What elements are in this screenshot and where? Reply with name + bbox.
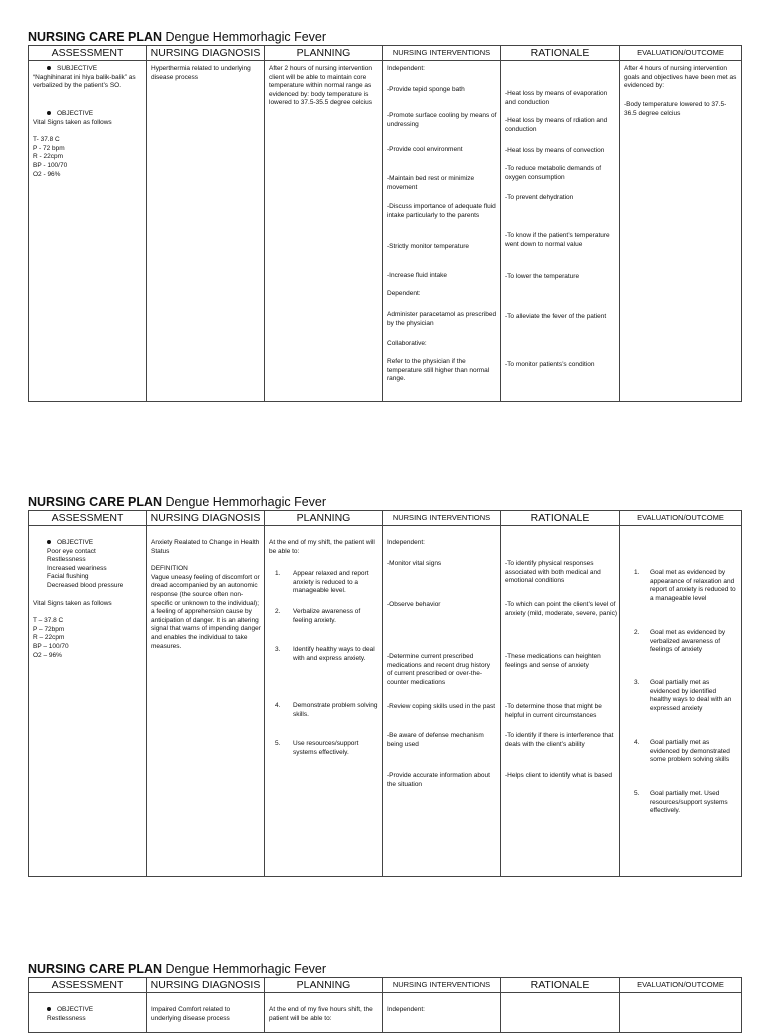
header-row — [29, 978, 742, 993]
evaluation-cell — [620, 61, 742, 402]
header-rationale: RATIONALE — [501, 46, 620, 61]
vitals-title: Vital Signs taken as follows — [33, 599, 112, 607]
subjective-label: SUBJECTIVE — [57, 65, 98, 72]
planning-cell — [265, 61, 383, 402]
header-evaluation: EVALUATION/OUTCOME — [620, 46, 742, 61]
plan-title-condition: Dengue Hemmorhagic Fever — [165, 495, 327, 509]
intervention-item: Independent: — [387, 1006, 425, 1013]
diagnosis-cell — [147, 526, 265, 877]
objective-item: Restlessness — [47, 556, 86, 564]
rationale-cell — [501, 526, 620, 877]
vital-item: BP – 100/70 — [33, 642, 69, 650]
objective-label: OBJECTIVE — [57, 110, 94, 117]
vital-item: T- 37.8 C — [33, 136, 60, 144]
intervention-item: Collaborative: — [387, 340, 427, 347]
objective-item: Facial flushing — [47, 573, 89, 581]
diagnosis-text: Anxiety Realated to Change in Health Status — [151, 539, 260, 555]
planning-goal: 5. Use resources/support systems effectively. — [275, 740, 359, 756]
intervention-item: -Discuss importance of adequate fluid intake particularly to the parents — [387, 203, 496, 219]
content-row — [29, 993, 742, 1033]
care-plan-3 — [28, 961, 741, 1033]
intervention-item: Dependent: — [387, 290, 421, 297]
planning-goal: 2. Verbalize awareness of feeling anxiety. — [275, 608, 361, 624]
bullet-icon — [47, 1007, 51, 1011]
evaluation-goal: 1. Goal met as evidenced by appearance of relaxation and report of anxiety is reduced to a manageable level — [634, 569, 736, 602]
care-plan-table — [28, 977, 742, 1033]
intervention-item: Refer to the physician if the temperature still higher than normal range. — [387, 358, 490, 383]
header-assessment: ASSESSMENT — [29, 46, 147, 61]
diagnosis-text: Impaired Comfort related to underlying disease process — [151, 1006, 231, 1022]
intervention-item: -Provide accurate information about the situation — [387, 772, 490, 788]
vital-item: R - 22cpm — [33, 153, 63, 161]
planning-goal: 3. Identify healthy ways to deal with and express anxiety. — [275, 646, 375, 662]
rationale-item: -To alleviate the fever of the patient — [505, 313, 607, 320]
intervention-item: -Review coping skills used in the past — [387, 703, 496, 710]
plan-title — [28, 29, 741, 45]
bullet-icon — [47, 540, 51, 544]
content-row — [29, 526, 742, 877]
rationale-item: -To determine those that might be helpful in current circumstances — [505, 703, 602, 719]
care-plan-2 — [28, 494, 741, 877]
evaluation-item: After 4 hours of nursing intervention goals and objectives have been met as evidenced by: — [624, 65, 737, 90]
rationale-item: -These medications can heighten feelings and sense of anxiety — [505, 653, 601, 669]
diagnosis-text: Hyperthermia related to underlying disease process — [151, 65, 251, 81]
objective-heading — [33, 110, 143, 119]
planning-goal: 4. Demonstrate problem solving skills. — [275, 702, 378, 718]
intervention-item: -Monitor vital signs — [387, 560, 442, 567]
evaluation-cell — [620, 993, 742, 1033]
plan-title — [28, 494, 741, 510]
header-evaluation: EVALUATION/OUTCOME — [620, 978, 742, 993]
header-planning: PLANNING — [265, 46, 383, 61]
vital-item: P – 72bpm — [33, 625, 65, 633]
header-evaluation: EVALUATION/OUTCOME — [620, 511, 742, 526]
vital-item: O2 - 96% — [33, 170, 61, 178]
intervention-item: -Maintain bed rest or minimize movement — [387, 175, 475, 191]
rationale-item: -Heat loss by means of convection — [505, 147, 605, 154]
objective-label: OBJECTIVE — [57, 1006, 94, 1013]
intervention-item: Independent: — [387, 65, 425, 72]
vitals-title: Vital Signs taken as follows — [33, 118, 112, 126]
intervention-item: -Determine current prescribed medications and recent drug history of current prescribed or over-the-counter medications — [387, 653, 490, 686]
care-plan-table — [28, 45, 742, 402]
rationale-item: -To know if the patient’s temperature went down to normal value — [505, 232, 610, 248]
assessment-cell — [29, 61, 147, 402]
rationale-item: -To identify physical responses associated with both medical and emotional conditions — [505, 560, 601, 585]
plan-title — [28, 961, 741, 977]
vital-item: BP - 100/70 — [33, 161, 68, 169]
content-row — [29, 61, 742, 402]
header-assessment: ASSESSMENT — [29, 511, 147, 526]
vital-item: T – 37.8 C — [33, 617, 64, 625]
objective-item: Restlessness — [47, 1014, 86, 1022]
interventions-cell — [383, 61, 501, 402]
header-diagnosis: NURSING DIAGNOSIS — [147, 978, 265, 993]
evaluation-item: -Body temperature lowered to 37.5-36.5 degree celcius — [624, 101, 727, 117]
header-diagnosis: NURSING DIAGNOSIS — [147, 46, 265, 61]
objective-label: OBJECTIVE — [57, 539, 94, 546]
header-row — [29, 46, 742, 61]
definition-label: DEFINITION — [151, 565, 188, 573]
intervention-item: -Observe behavior — [387, 601, 441, 608]
header-rationale: RATIONALE — [501, 511, 620, 526]
care-plan-1 — [28, 29, 741, 402]
rationale-item: -To lower the temperature — [505, 273, 580, 280]
header-row — [29, 511, 742, 526]
assessment-cell — [29, 993, 147, 1033]
header-diagnosis: NURSING DIAGNOSIS — [147, 511, 265, 526]
header-interventions: NURSING INTERVENTIONS — [383, 46, 501, 61]
rationale-item: -To reduce metabolic demands of oxygen consumption — [505, 165, 602, 181]
plan-title-condition: Dengue Hemmorhagic Fever — [165, 30, 327, 44]
objective-item: Poor eye contact — [47, 547, 96, 555]
intervention-item: -Provide cool environment — [387, 146, 463, 153]
rationale-item: -To monitor patients’s condition — [505, 361, 595, 368]
care-plan-table — [28, 510, 742, 877]
objective-item: Decreased blood pressure — [47, 581, 124, 589]
header-planning: PLANNING — [265, 511, 383, 526]
rationale-cell — [501, 61, 620, 402]
intervention-item: Independent: — [387, 539, 425, 546]
evaluation-goal: 4. Goal partially met as evidenced by demonstrated some problem solving skills — [634, 739, 730, 764]
evaluation-goal: 3. Goal partially met as evidenced by identified healthy ways to deal with an expressed anxiety — [634, 679, 732, 712]
rationale-item: -To prevent dehydration — [505, 194, 574, 201]
intervention-item: -Increase fluid intake — [387, 272, 447, 279]
diagnosis-cell — [147, 61, 265, 402]
intervention-item: -Be aware of defense mechanism being used — [387, 732, 484, 748]
plan-title-bold: NURSING CARE PLAN — [28, 495, 163, 509]
planning-cell — [265, 993, 383, 1033]
evaluation-goal: 5. Goal partially met. Used resources/support systems effectively. — [634, 790, 728, 815]
rationale-item: -Heat loss by means of rdiation and conduction — [505, 117, 608, 133]
intervention-item: -Provide tepid sponge bath — [387, 86, 465, 93]
evaluation-goal: 2. Goal met as evidenced by verbalized awareness of feelings of anxiety — [634, 629, 726, 654]
planning-intro: At the end of my shift, the patient will be able to: — [269, 539, 375, 555]
subjective-text: “Naghihinarat ini hiya balik-balik” as verbalized by the patient’s SO. — [33, 73, 136, 90]
bullet-icon — [47, 111, 51, 115]
plan-title-bold: NURSING CARE PLAN — [28, 30, 163, 44]
rationale-item: -To identify if there is interference that deals with the client’s ability — [505, 732, 614, 748]
planning-goal: 1. Appear relaxed and report anxiety is reduced to a manageable level. — [275, 570, 369, 595]
header-planning: PLANNING — [265, 978, 383, 993]
assessment-cell — [29, 526, 147, 877]
rationale-item: -Helps client to identify what is based — [505, 772, 612, 779]
evaluation-cell — [620, 526, 742, 877]
planning-text: After 2 hours of nursing intervention client will be able to maintain core temperature within normal range as evidenced by: body temperature is lowered to 37.5-35.5 degree celcius — [269, 65, 372, 107]
rationale-item: -Heat loss by means of evaporation and conduction — [505, 90, 608, 106]
diagnosis-cell — [147, 993, 265, 1033]
interventions-cell — [383, 993, 501, 1033]
vital-item: R – 22cpm — [33, 634, 65, 642]
subjective-heading — [33, 65, 143, 74]
vital-item: O2 – 96% — [33, 651, 62, 659]
header-assessment: ASSESSMENT — [29, 978, 147, 993]
objective-heading — [33, 539, 143, 548]
vital-item: P - 72 bpm — [33, 144, 65, 152]
header-rationale: RATIONALE — [501, 978, 620, 993]
plan-title-condition: Dengue Hemmorhagic Fever — [165, 962, 327, 976]
intervention-item: -Promote surface cooling by means of undressing — [387, 112, 497, 128]
objective-item: Increased weariness — [47, 564, 107, 572]
intervention-item: -Strictly monitor temperature — [387, 243, 469, 250]
planning-intro: At the end of my five hours shift, the patient will be able to: — [269, 1006, 373, 1022]
header-interventions: NURSING INTERVENTIONS — [383, 511, 501, 526]
rationale-item: -To which can point the client’s level of anxiety (mild, moderate, severe, panic) — [505, 601, 617, 617]
header-interventions: NURSING INTERVENTIONS — [383, 978, 501, 993]
objective-heading — [33, 1006, 143, 1015]
planning-cell — [265, 526, 383, 877]
bullet-icon — [47, 66, 51, 70]
intervention-item: Administer paracetamol as prescribed by the physician — [387, 311, 497, 327]
plan-title-bold: NURSING CARE PLAN — [28, 962, 163, 976]
rationale-cell — [501, 993, 620, 1033]
interventions-cell — [383, 526, 501, 877]
definition-text: Vague uneasy feeling of discomfort or dread accompanied by an autonomic response (the source often non-specific or unknown to the individual); a feeling of apprehension cause by anticipation of danger. It is an altering signal that warns of impending danger and enables the individual to take measures. — [151, 573, 261, 650]
